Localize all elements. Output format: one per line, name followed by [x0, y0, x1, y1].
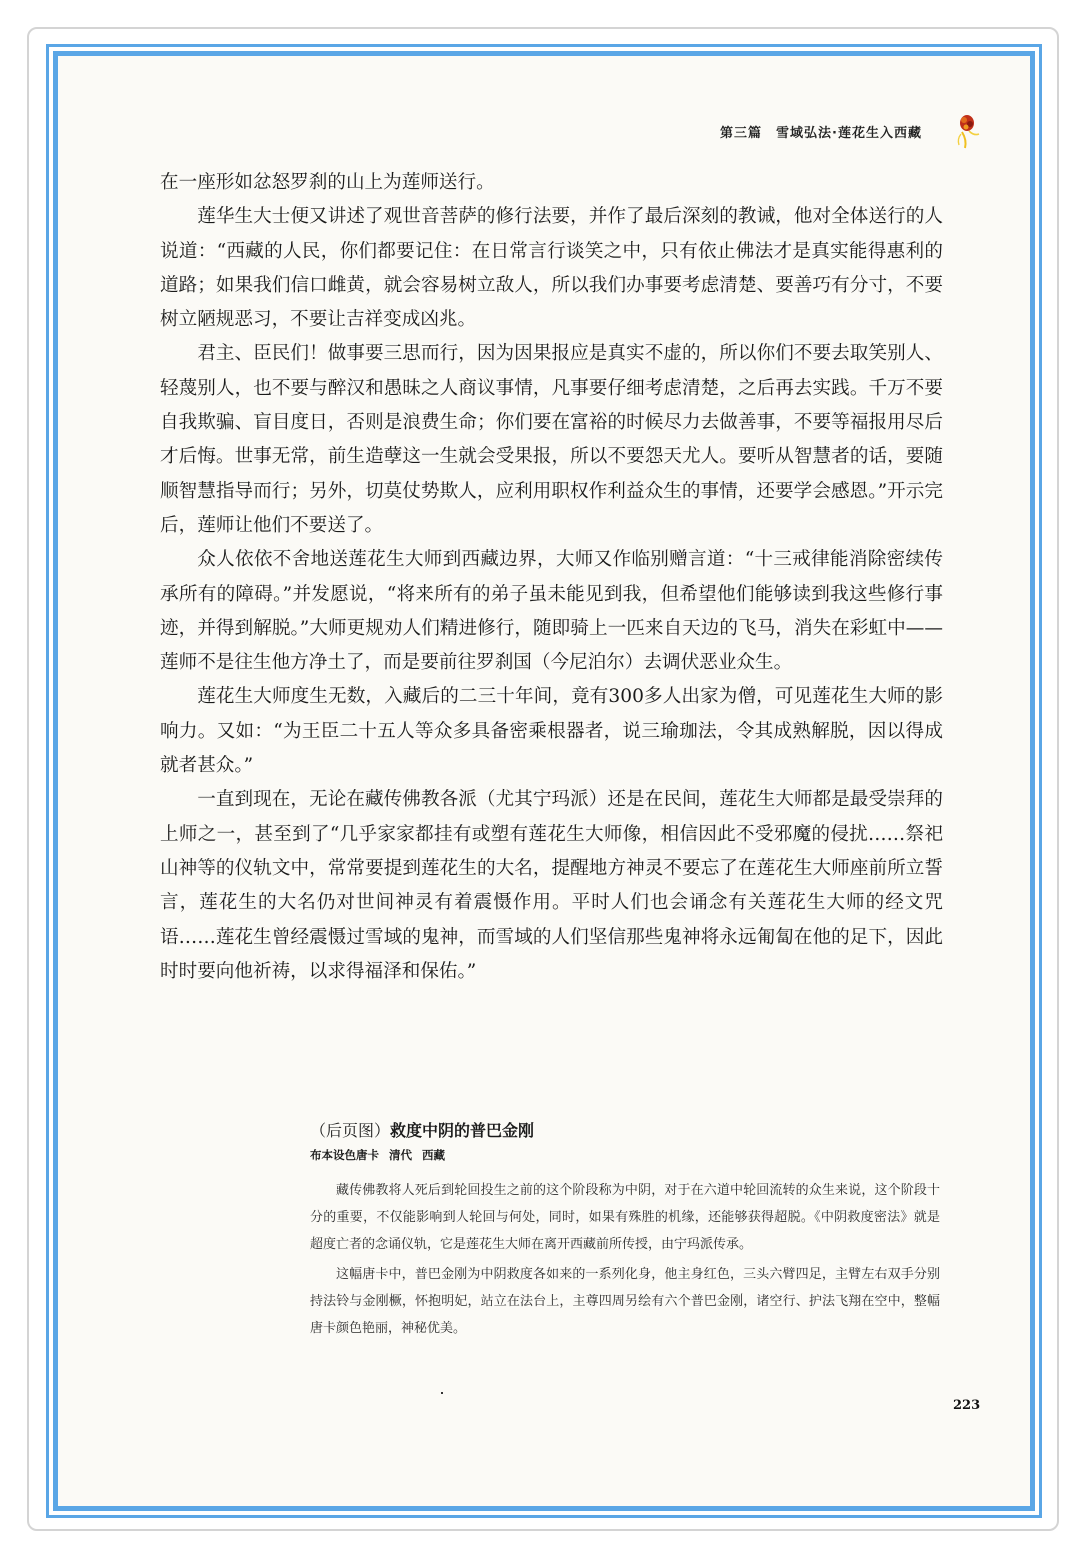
caption-paragraph: 这幅唐卡中，普巴金刚为中阴救度各如来的一系列化身，他主身红色，三头六臂四足，主臂左右双手分别持法铃与金刚橛，怀抱明妃，站立在法台上，主尊四周另绘有六个普巴金刚，诸空行、护法飞翔在空中，整幅唐卡颜色艳丽，神秘优美。: [310, 1267, 940, 1336]
header-section: 雪域弘法·莲花生入西藏: [776, 126, 922, 141]
body-paragraph: 众人依依不舍地送莲花生大师到西藏边界，大师又作临别赠言道：“十三戒律能消除密续传承所有的障碍。”并发愿说，“将来所有的弟子虽未能见到我，但希望他们能够读到我这些修行事迹，并得到解脱。”大师更规劝人们精进修行，随即骑上一匹来自天边的飞马，消失在彩虹中——莲师不是往生他方净土了，而是要前往罗刹国（今尼泊尔）去调伏恶业众生。: [160, 549, 943, 674]
caption-title-line: [310, 1118, 940, 1141]
body-paragraph: 君主、臣民们！做事要三思而行，因为因果报应是真实不虚的，所以你们不要去取笑别人、轻蔑别人，也不要与醉汉和愚昧之人商议事情，凡事要仔细考虑清楚，之后再去实践。千万不要自我欺骗、盲目度日，否则是浪费生命；你们要在富裕的时候尽力去做善事，不要等福报用尽后才后悔。世事无常，前生造孽这一生就会受果报，所以不要怨天尤人。要听从智慧者的话，要随顺智慧指导而行；另外，切莫仗势欺人，应利用职权作利益众生的事情，还要学会感恩。”开示完后，莲师让他们不要送了。: [160, 343, 943, 536]
page-number: 223: [953, 1398, 981, 1413]
body-paragraph: 在一座形如忿怒罗刹的山上为莲师送行。: [160, 172, 495, 193]
lotus-flower-ornament-icon: [952, 112, 982, 152]
figure-caption: [310, 1118, 940, 1345]
body-paragraph: 一直到现在，无论在藏传佛教各派（尤其宁玛派）还是在民间，莲花生大师都是最受崇拜的上师之一，甚至到了“几乎家家都挂有或塑有莲花生大师像，相信因此不受邪魔的侵扰……祭祀山神等的仪轨文中，常常要提到莲花生的大名，提醒地方神灵不要忘了在莲花生大师座前所立誓言，莲花生的大名仍对世间神灵有着震慑作用。平时人们也会诵念有关莲花生大师的经文咒语……莲花生曾经震慑过雪域的鬼神，而雪域的人们坚信那些鬼神将永远匍匐在他的足下，因此时时要向他祈祷，以求得福泽和保佑。”: [160, 789, 943, 982]
caption-prefix: （后页图）: [310, 1121, 391, 1140]
body-paragraph: 莲花生大师度生无数，入藏后的二三十年间，竟有300多人出家为僧，可见莲花生大师的影响力。又如：“为王臣二十五人等众多具备密乘根器者，说三瑜珈法，令其成熟解脱，因以得成就者甚众。”: [160, 686, 943, 777]
body-paragraph: 莲华生大士便又讲述了观世音菩萨的修行法要，并作了最后深刻的教诫，他对全体送行的人说道：“西藏的人民，你们都要记住：在日常言行谈笑之中，只有依止佛法才是真实能得惠利的道路；如果我们信口雌黄，就会容易树立敌人，所以我们办事要考虑清楚、要善巧有分寸，不要树立陋规恶习，不要让吉祥变成凶兆。: [160, 206, 943, 331]
running-header: [720, 122, 922, 141]
header-part: 第三篇: [720, 126, 763, 141]
caption-body: [310, 1177, 940, 1342]
caption-paragraph: 藏传佛教将人死后到轮回投生之前的这个阶段称为中阴，对于在六道中轮回流转的众生来说，这个阶段十分的重要，不仅能影响到人轮回与何处，同时，如果有殊胜的机缘，还能够获得超脱。《中阴救度密法》就是超度亡者的念诵仪轨，它是莲花生大师在离开西藏前所传授，由宁玛派传承。: [310, 1183, 940, 1252]
main-body-text: [160, 166, 943, 989]
caption-title: 救度中阴的普巴金刚: [390, 1121, 535, 1140]
caption-subtitle: 布本设色唐卡 清代 西藏: [310, 1148, 446, 1162]
speck: [441, 1392, 443, 1394]
